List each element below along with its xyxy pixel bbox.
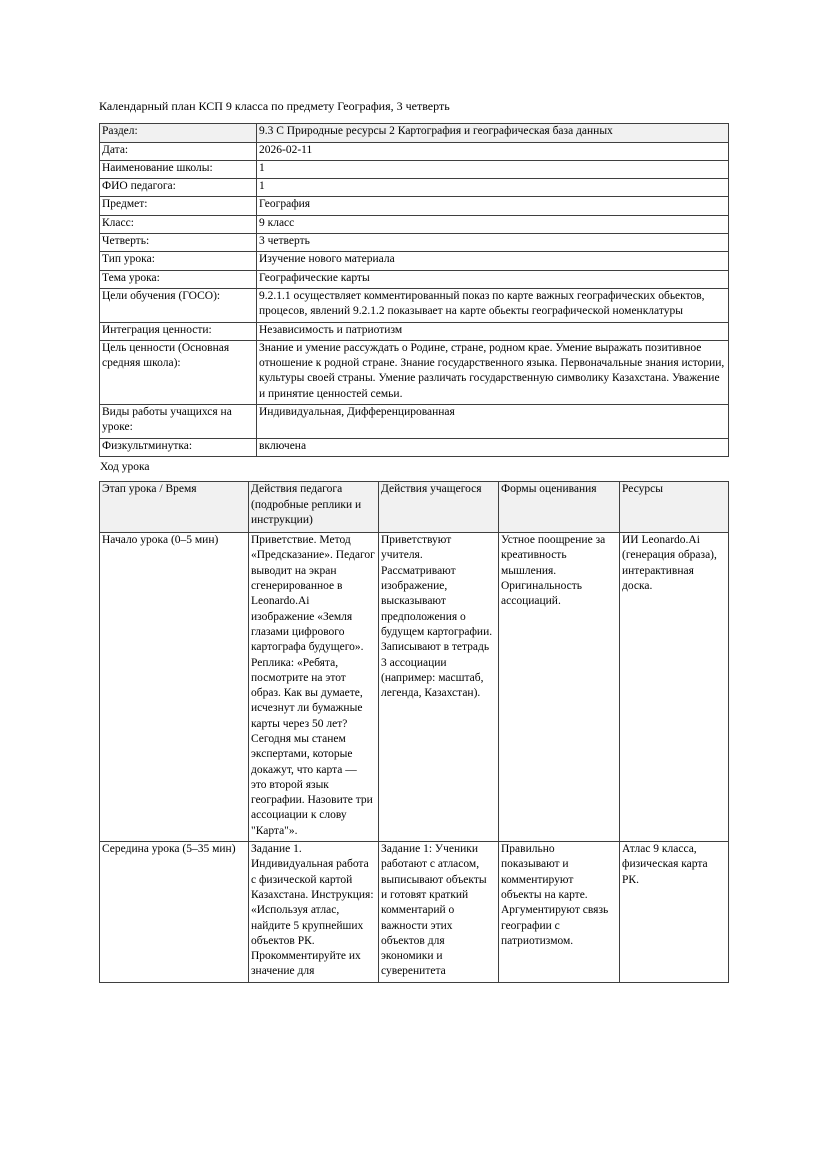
meta-value: Географические карты xyxy=(257,270,729,288)
meta-value: 9.2.1.1 осуществляет комментированный показ по карте важных географических обьектов, процесов, явлений 9.2.1.2 показывает на карте обьекты географической номенклатуры xyxy=(257,288,729,322)
meta-value: 3 четверть xyxy=(257,234,729,252)
lesson-row-start xyxy=(100,533,729,842)
meta-row xyxy=(100,322,729,340)
document-title: Календарный план КСП 9 класса по предмету География, 3 четверть xyxy=(99,99,450,113)
header-student-actions: Действия учащегося xyxy=(379,482,499,533)
meta-row xyxy=(100,197,729,215)
teacher-actions-cell: Задание 1. Индивидуальная работа с физической картой Казахстана. Инструкция: «Используя атлас, найдите 5 крупнейших объектов РК. Прокомментируйте их значение для xyxy=(249,842,379,983)
meta-value: Изучение нового материала xyxy=(257,252,729,270)
meta-label: Наименование школы: xyxy=(100,160,257,178)
meta-row xyxy=(100,124,729,142)
stage-cell: Середина урока (5–35 мин) xyxy=(100,842,249,983)
meta-value: 1 xyxy=(257,179,729,197)
meta-label: Раздел: xyxy=(100,124,257,142)
meta-label: Интеграция ценности: xyxy=(100,322,257,340)
meta-label: Тема урока: xyxy=(100,270,257,288)
meta-label: Цели обучения (ГОСО): xyxy=(100,288,257,322)
meta-value: Знание и умение рассуждать о Родине, стране, родном крае. Умение выражать позитивное отношение к родной стране. Знание государственного языка. Первоначальные знания истории, культуры своей страны. Умение различать государственную символику Казахстана. Уважение и принятие ценностей семьи. xyxy=(257,340,729,404)
meta-row xyxy=(100,160,729,178)
meta-value: включена xyxy=(257,438,729,456)
header-assessment: Формы оценивания xyxy=(499,482,620,533)
meta-value: 9 класс xyxy=(257,215,729,233)
meta-row xyxy=(100,288,729,322)
header-resources: Ресурсы xyxy=(620,482,729,533)
lesson-table-header-row xyxy=(100,482,729,533)
meta-row xyxy=(100,252,729,270)
meta-row xyxy=(100,179,729,197)
meta-row xyxy=(100,234,729,252)
meta-row xyxy=(100,270,729,288)
meta-label: Виды работы учащихся на уроке: xyxy=(100,405,257,439)
meta-row xyxy=(100,405,729,439)
meta-label: Дата: xyxy=(100,142,257,160)
meta-label: Класс: xyxy=(100,215,257,233)
meta-row xyxy=(100,438,729,456)
meta-row xyxy=(100,142,729,160)
assessment-cell: Правильно показывают и комментируют объекты на карте. Аргументируют связь географии с патриотизмом. xyxy=(499,842,620,983)
meta-label: Физкультминутка: xyxy=(100,438,257,456)
meta-value: 1 xyxy=(257,160,729,178)
header-stage: Этап урока / Время xyxy=(100,482,249,533)
lesson-table xyxy=(99,481,729,983)
lesson-row-middle xyxy=(100,842,729,983)
student-actions-cell: Приветствуют учителя. Рассматривают изображение, высказывают предположения о будущем картографии. Записывают в тетрадь 3 ассоциации (например: масштаб, легенда, Казахстан). xyxy=(379,533,499,842)
stage-cell: Начало урока (0–5 мин) xyxy=(100,533,249,842)
student-actions-cell: Задание 1: Ученики работают с атласом, выписывают объекты и готовят краткий комментарий о важности этих объектов для экономики и суверенитета xyxy=(379,842,499,983)
meta-row xyxy=(100,340,729,404)
lesson-flow-heading: Ход урока xyxy=(100,460,150,473)
meta-label: ФИО педагога: xyxy=(100,179,257,197)
meta-label: Тип урока: xyxy=(100,252,257,270)
assessment-cell: Устное поощрение за креативность мышления. Оригинальность ассоциаций. xyxy=(499,533,620,842)
meta-table xyxy=(99,123,729,457)
meta-label: Предмет: xyxy=(100,197,257,215)
meta-label: Цель ценности (Основная средняя школа): xyxy=(100,340,257,404)
resources-cell: ИИ Leonardo.Ai (генерация образа), интерактивная доска. xyxy=(620,533,729,842)
meta-value: Независимость и патриотизм xyxy=(257,322,729,340)
meta-row xyxy=(100,215,729,233)
meta-value: География xyxy=(257,197,729,215)
page-content xyxy=(99,99,729,983)
resources-cell: Атлас 9 класса, физическая карта РК. xyxy=(620,842,729,983)
meta-value: Индивидуальная, Дифференцированная xyxy=(257,405,729,439)
meta-value: 2026-02-11 xyxy=(257,142,729,160)
meta-label: Четверть: xyxy=(100,234,257,252)
header-teacher-actions: Действия педагога (подробные реплики и инструкции) xyxy=(249,482,379,533)
teacher-actions-cell: Приветствие. Метод «Предсказание». Педагог выводит на экран сгенерированное в Leonardo.Ai изображение «Земля глазами цифрового картографа будущего». Реплика: «Ребята, посмотрите на этот образ. Как вы думаете, исчезнут ли бумажные карты через 50 лет? Сегодня мы станем экспертами, которые докажут, что карта — это второй язык географии. Назовите три ассоциации к слову "Карта"». xyxy=(249,533,379,842)
meta-value: 9.3 С Природные ресурсы 2 Картография и географическая база данных xyxy=(257,124,729,142)
